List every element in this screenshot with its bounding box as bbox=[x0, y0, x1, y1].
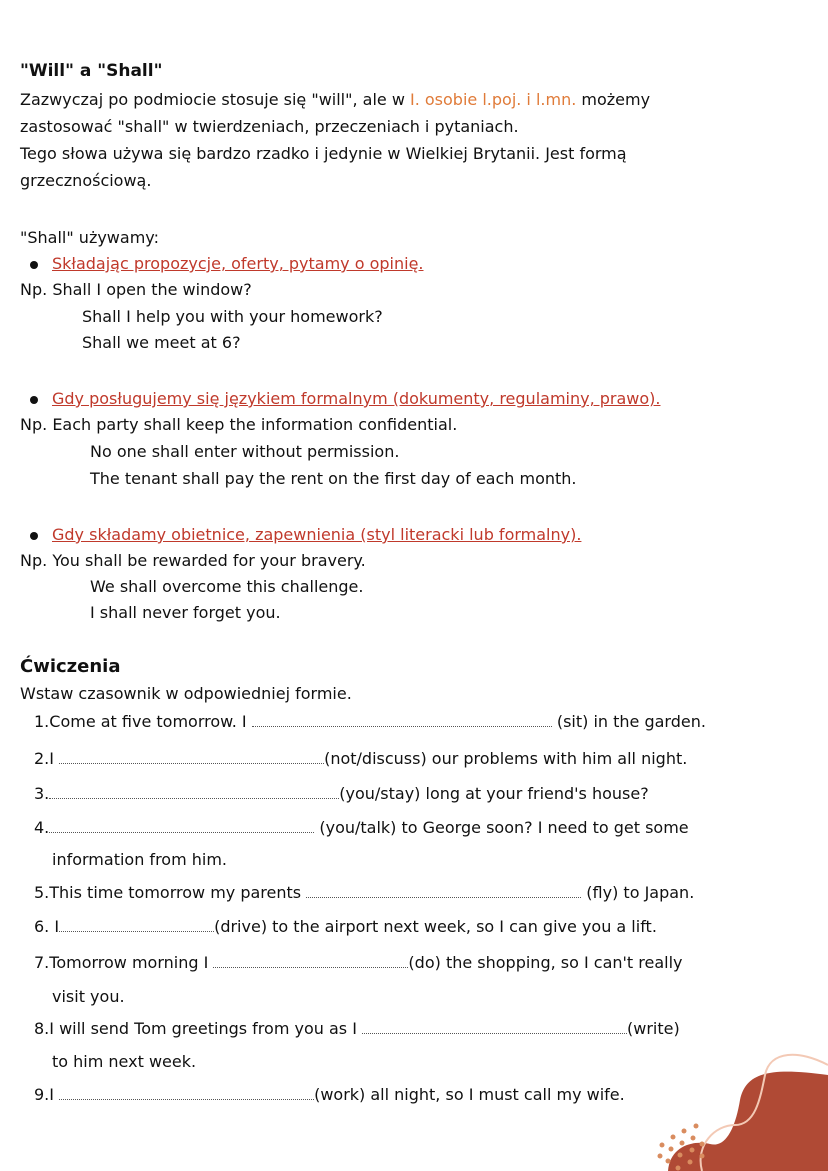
exercise-text: visit you. bbox=[52, 987, 125, 1006]
exercises-heading: Ćwiczenia bbox=[20, 656, 121, 677]
rule-text: Składając propozycje, oferty, pytamy o opinię. bbox=[52, 254, 424, 273]
exercise-item bbox=[34, 882, 694, 904]
answer-blank[interactable] bbox=[362, 1019, 627, 1034]
exercise-text: 8.I will send Tom greetings from you as I bbox=[34, 1019, 362, 1038]
intro-line: Tego słowa używa się bardzo rzadko i jedynie w Wielkiej Brytanii. Jest formą bbox=[20, 144, 627, 163]
exercise-item bbox=[34, 1018, 680, 1040]
exercise-text: (work) all night, so I must call my wife. bbox=[314, 1085, 625, 1104]
exercise-item bbox=[34, 783, 649, 805]
exercise-text: to him next week. bbox=[52, 1052, 197, 1071]
intro-line bbox=[20, 89, 650, 111]
example: I shall never forget you. bbox=[90, 603, 281, 622]
exercise-text: information from him. bbox=[52, 850, 228, 869]
example: You shall be rewarded for your bravery. bbox=[52, 551, 366, 570]
exercise-text: (not/discuss) our problems with him all night. bbox=[324, 749, 688, 768]
np-label: Np. bbox=[20, 415, 48, 434]
exercise-text: 2.I bbox=[34, 749, 60, 768]
example: We shall overcome this challenge. bbox=[90, 577, 364, 596]
answer-blank[interactable] bbox=[306, 883, 581, 898]
exercise-text: 5.This time tomorrow my parents bbox=[34, 883, 307, 902]
exercise-item bbox=[34, 1084, 625, 1106]
rule-bullet bbox=[30, 388, 661, 410]
exercise-text: (do) the shopping, so I can't really bbox=[408, 953, 683, 972]
intro-line: zastosować "shall" w twierdzeniach, przeczeniach i pytaniach. bbox=[20, 117, 519, 136]
intro-line: grzecznościową. bbox=[20, 171, 152, 190]
example: Shall I help you with your homework? bbox=[82, 307, 383, 326]
example: No one shall enter without permission. bbox=[90, 442, 400, 461]
exercise-item bbox=[34, 711, 706, 733]
uses-heading: "Shall" używamy: bbox=[20, 228, 159, 247]
np-label: Np. bbox=[20, 280, 48, 299]
exercise-text: 6. I bbox=[34, 917, 60, 936]
exercise-text: (fly) to Japan. bbox=[581, 883, 695, 902]
exercise-item bbox=[34, 916, 657, 938]
exercise-text: (write) bbox=[627, 1019, 680, 1038]
exercise-text: 3. bbox=[34, 784, 50, 803]
intro-highlight: I. osobie l.poj. i l.mn. bbox=[410, 90, 577, 109]
intro-text: Zazwyczaj po podmiocie stosuje się "will", ale w bbox=[20, 90, 410, 109]
bullet-icon bbox=[30, 261, 38, 269]
answer-blank[interactable] bbox=[213, 953, 408, 968]
page-title: "Will" a "Shall" bbox=[20, 61, 163, 81]
exercise-text: (drive) to the airport next week, so I can give you a lift. bbox=[214, 917, 657, 936]
rule-bullet bbox=[30, 253, 424, 275]
answer-blank[interactable] bbox=[49, 818, 314, 833]
example-line bbox=[20, 414, 457, 436]
exercise-item bbox=[34, 952, 683, 974]
exercise-text: (sit) in the garden. bbox=[551, 712, 706, 731]
exercise-item bbox=[34, 748, 687, 770]
exercise-text: 4. bbox=[34, 818, 50, 837]
bullet-icon bbox=[30, 396, 38, 404]
exercise-text: (you/stay) long at your friend's house? bbox=[339, 784, 649, 803]
exercise-text: 7.Tomorrow morning I bbox=[34, 953, 214, 972]
rule-text: Gdy posługujemy się językiem formalnym (dokumenty, regulaminy, prawo). bbox=[52, 389, 661, 408]
rule-text: Gdy składamy obietnice, zapewnienia (styl literacki lub formalny). bbox=[52, 525, 582, 544]
example: Each party shall keep the information confidential. bbox=[52, 415, 458, 434]
np-label: Np. bbox=[20, 551, 48, 570]
intro-text: możemy bbox=[576, 90, 651, 109]
exercises-instruction: Wstaw czasownik w odpowiedniej formie. bbox=[20, 684, 352, 703]
answer-blank[interactable] bbox=[59, 1085, 314, 1100]
example-line bbox=[20, 279, 252, 301]
example-line bbox=[20, 550, 366, 572]
exercise-text: (you/talk) to George soon? I need to get some bbox=[314, 818, 689, 837]
example: Shall I open the window? bbox=[52, 280, 252, 299]
answer-blank[interactable] bbox=[59, 917, 214, 932]
exercise-item bbox=[34, 817, 689, 839]
exercise-text: 1.Come at five tomorrow. I bbox=[34, 712, 252, 731]
answer-blank[interactable] bbox=[49, 784, 339, 799]
answer-blank[interactable] bbox=[59, 749, 324, 764]
example: Shall we meet at 6? bbox=[82, 333, 241, 352]
rule-bullet bbox=[30, 524, 581, 546]
answer-blank[interactable] bbox=[252, 712, 552, 727]
decorative-blob-icon bbox=[640, 1040, 828, 1171]
example: The tenant shall pay the rent on the first day of each month. bbox=[90, 469, 577, 488]
exercise-text: 9.I bbox=[34, 1085, 60, 1104]
bullet-icon bbox=[30, 532, 38, 540]
